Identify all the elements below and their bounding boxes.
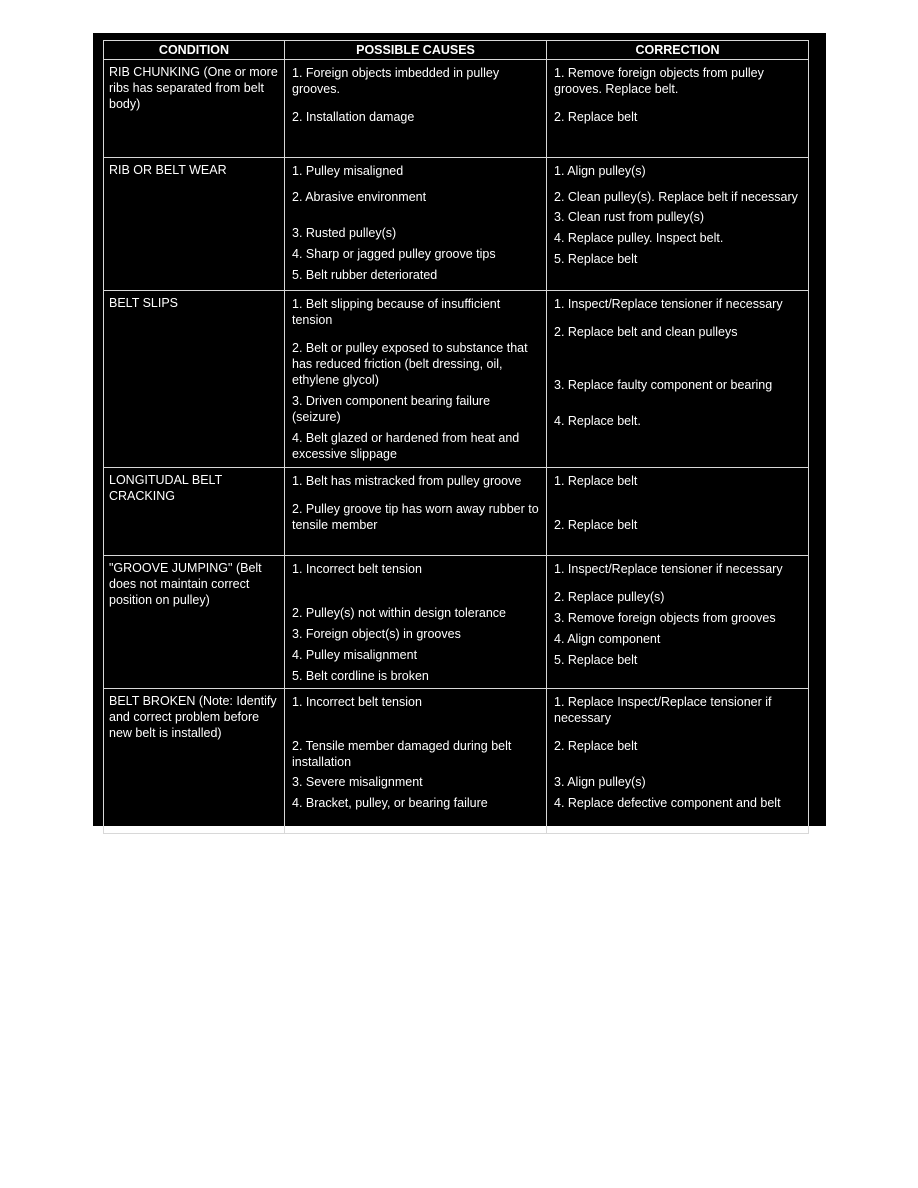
table-row <box>104 60 809 158</box>
cause-item: 1. Belt slipping because of insufficient tension <box>292 297 501 327</box>
table-row <box>104 689 809 834</box>
cause-item: 2. Installation damage <box>292 110 415 124</box>
cause-item: 3. Rusted pulley(s) <box>292 226 397 240</box>
cause-item: 2. Pulley(s) not within design tolerance <box>292 606 507 620</box>
cause-item: 5. Belt rubber deteriorated <box>292 268 438 282</box>
cause-item: 1. Incorrect belt tension <box>292 695 422 709</box>
cause-item: 2. Tensile member damaged during belt installation <box>292 739 512 769</box>
correction-item: 4. Replace defective component and belt <box>554 796 781 810</box>
table-row <box>104 468 809 556</box>
correction-item: 1. Inspect/Replace tensioner if necessary <box>554 297 783 311</box>
condition-cell: RIB CHUNKING (One or more ribs has separated from belt body) <box>109 65 278 111</box>
header-condition: CONDITION <box>104 41 285 60</box>
correction-item: 1. Align pulley(s) <box>554 164 646 178</box>
cause-item: 3. Severe misalignment <box>292 775 423 789</box>
causes-cell <box>285 468 546 533</box>
causes-cell <box>285 60 546 125</box>
correction-item: 3. Remove foreign objects from grooves <box>554 611 776 625</box>
condition-cell: LONGITUDAL BELT CRACKING <box>109 473 222 503</box>
cause-item: 1. Belt has mistracked from pulley groove <box>292 474 522 488</box>
condition-cell: BELT BROKEN (Note: Identify and correct problem before new belt is installed) <box>109 694 277 740</box>
cause-item: 3. Driven component bearing failure (seizure) <box>292 394 491 424</box>
correction-item: 2. Replace belt <box>554 110 638 124</box>
causes-cell <box>285 158 546 283</box>
correction-item: 3. Replace faulty component or bearing <box>554 378 773 392</box>
corrections-cell <box>547 291 808 429</box>
header-row <box>104 41 809 60</box>
header-possible-causes: POSSIBLE CAUSES <box>285 41 547 60</box>
cause-item: 2. Pulley groove tip has worn away rubber to tensile member <box>292 502 539 532</box>
correction-item: 2. Clean pulley(s). Replace belt if necessary <box>554 190 798 204</box>
correction-item: 1. Replace belt <box>554 474 638 488</box>
cause-item: 4. Pulley misalignment <box>292 648 418 662</box>
cause-item: 4. Bracket, pulley, or bearing failure <box>292 796 488 810</box>
cause-item: 4. Sharp or jagged pulley groove tips <box>292 247 496 261</box>
table-row <box>104 158 809 291</box>
correction-item: 1. Remove foreign objects from pulley grooves. Replace belt. <box>554 66 764 96</box>
correction-item: 5. Replace belt <box>554 252 638 266</box>
correction-item: 3. Align pulley(s) <box>554 775 646 789</box>
table-row <box>104 556 809 689</box>
condition-cell: RIB OR BELT WEAR <box>109 163 227 177</box>
condition-cell: BELT SLIPS <box>109 296 179 310</box>
correction-item: 5. Replace belt <box>554 653 638 667</box>
cause-item: 3. Foreign object(s) in grooves <box>292 627 461 641</box>
causes-cell <box>285 556 546 684</box>
correction-item: 4. Replace belt. <box>554 414 641 428</box>
correction-item: 2. Replace belt <box>554 739 638 753</box>
correction-item: 3. Clean rust from pulley(s) <box>554 210 705 224</box>
belt-diagnosis-table <box>103 40 809 834</box>
corrections-cell <box>547 689 808 811</box>
corrections-cell <box>547 468 808 533</box>
cause-item: 1. Incorrect belt tension <box>292 562 422 576</box>
corrections-cell <box>547 60 808 125</box>
cause-item: 1. Pulley misaligned <box>292 164 404 178</box>
correction-item: 1. Replace Inspect/Replace tensioner if necessary <box>554 695 772 725</box>
cause-item: 1. Foreign objects imbedded in pulley grooves. <box>292 66 500 96</box>
cause-item: 5. Belt cordline is broken <box>292 669 429 683</box>
diagnosis-chart-panel <box>93 33 826 826</box>
header-correction: CORRECTION <box>547 41 809 60</box>
corrections-cell <box>547 158 808 267</box>
condition-cell: "GROOVE JUMPING" (Belt does not maintain correct position on pulley) <box>109 561 262 607</box>
correction-item: 4. Replace pulley. Inspect belt. <box>554 231 724 245</box>
corrections-cell <box>547 556 808 668</box>
correction-item: 4. Align component <box>554 632 661 646</box>
causes-cell <box>285 689 546 811</box>
cause-item: 2. Abrasive environment <box>292 190 427 204</box>
correction-item: 1. Inspect/Replace tensioner if necessary <box>554 562 783 576</box>
correction-item: 2. Replace pulley(s) <box>554 590 665 604</box>
causes-cell <box>285 291 546 462</box>
correction-item: 2. Replace belt and clean pulleys <box>554 325 738 339</box>
table-row <box>104 291 809 468</box>
cause-item: 2. Belt or pulley exposed to substance that has reduced friction (belt dressing, oil, ethylene glycol) <box>292 341 528 387</box>
correction-item: 2. Replace belt <box>554 518 638 532</box>
cause-item: 4. Belt glazed or hardened from heat and excessive slippage <box>292 431 520 461</box>
